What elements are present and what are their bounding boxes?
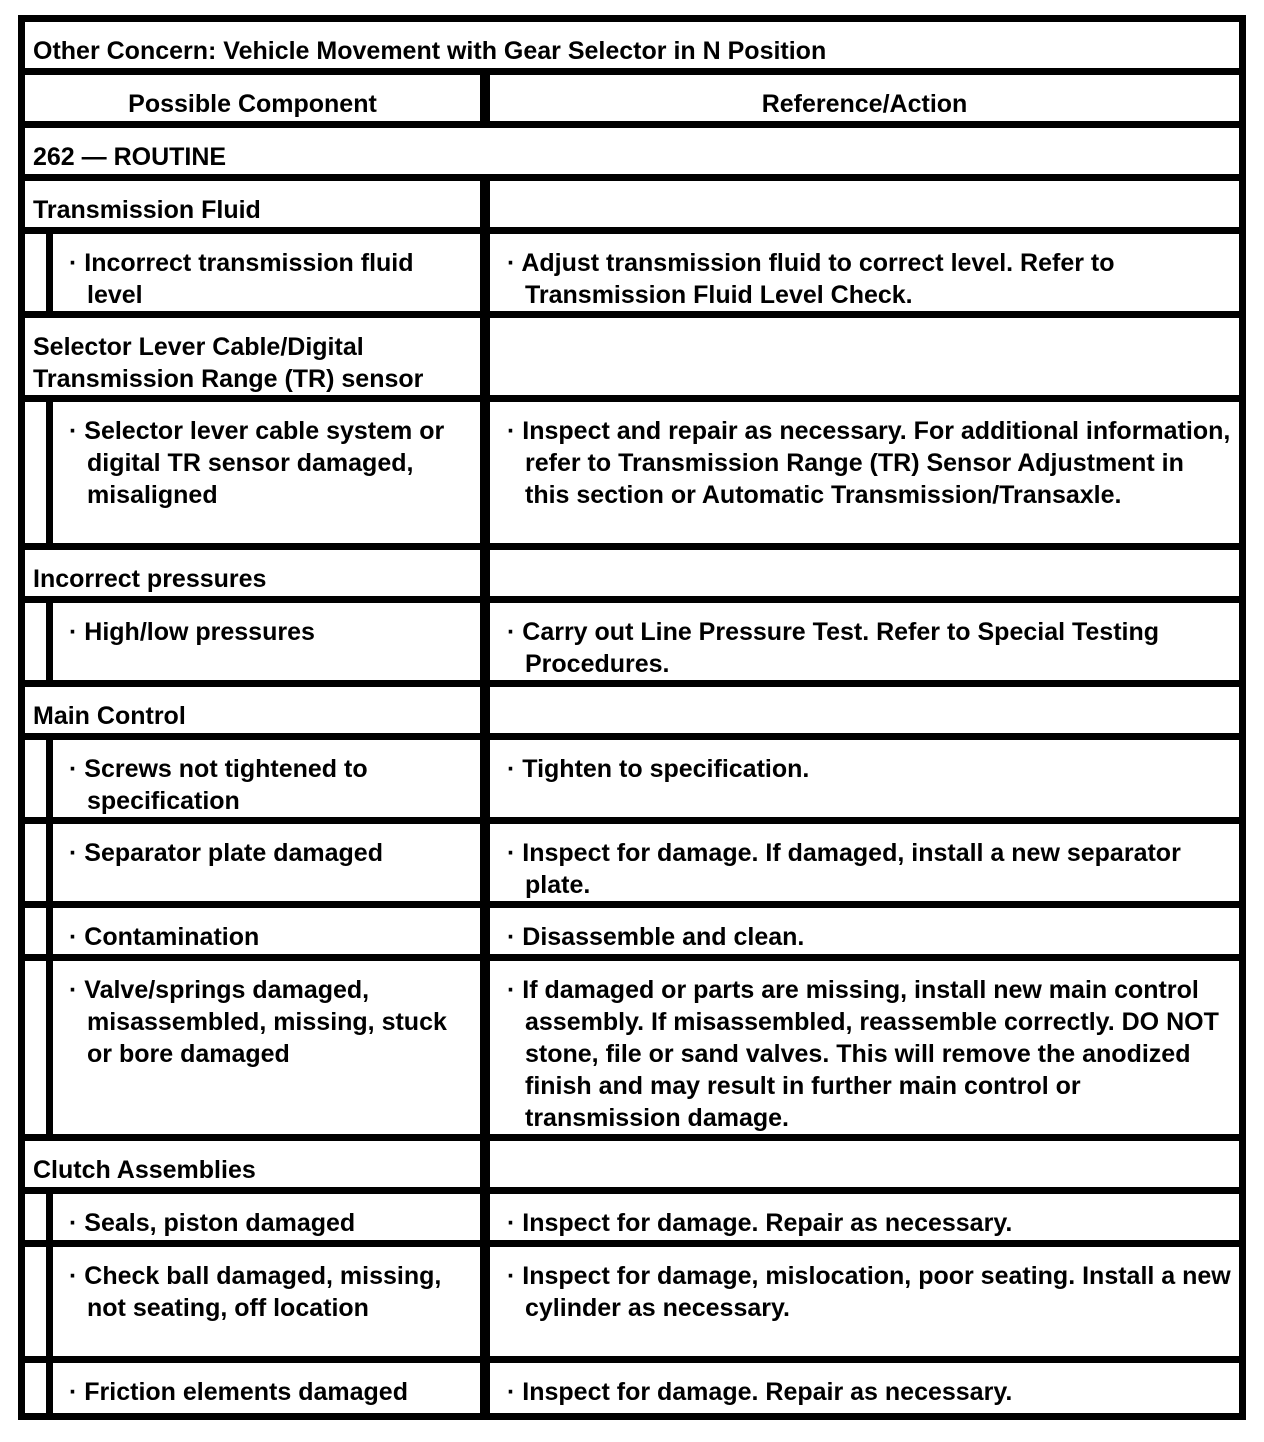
indent-stub	[25, 603, 46, 680]
action-text: · Inspect for damage, mislocation, poor seating. Install a new cylinder as necessary.	[507, 1262, 1231, 1322]
indent-stub	[25, 234, 46, 311]
component-text: · Check ball damaged, missing, not seating, off location	[69, 1262, 442, 1322]
group-heading-blank	[490, 318, 1239, 395]
action-cell	[490, 234, 1239, 311]
action-text: · Adjust transmission fluid to correct level. Refer to Transmission Fluid Level Check.	[507, 249, 1115, 309]
indent-stub	[25, 1363, 46, 1413]
group-heading-blank	[490, 550, 1239, 596]
action-cell	[490, 740, 1239, 817]
component-text: · Selector lever cable system or digital TR sensor damaged, misaligned	[69, 417, 445, 509]
component-cell	[53, 402, 480, 543]
group-heading: Transmission Fluid	[25, 181, 480, 227]
indent-stub	[25, 1247, 46, 1356]
indent-stub	[25, 402, 46, 543]
component-cell	[53, 1194, 480, 1240]
component-cell	[53, 961, 480, 1134]
action-text: · Inspect for damage. If damaged, install a new separator plate.	[507, 839, 1181, 899]
routine-label: 262 — ROUTINE	[25, 128, 1239, 174]
action-text: · Disassemble and clean.	[507, 923, 805, 951]
action-text: · Inspect and repair as necessary. For additional information, refer to Transmission Range (TR) Sensor Adjustment in this section or Automatic Transmission/Transaxle.	[507, 417, 1231, 509]
indent-stub	[25, 1194, 46, 1240]
action-cell	[490, 1363, 1239, 1413]
component-text: · Valve/springs damaged, misassembled, missing, stuck or bore damaged	[69, 976, 447, 1068]
component-text: · Friction elements damaged	[69, 1378, 408, 1406]
action-cell	[490, 603, 1239, 680]
group-heading-blank	[490, 687, 1239, 733]
component-text: · Separator plate damaged	[69, 839, 383, 867]
group-heading: Selector Lever Cable/Digital Transmission Range (TR) sensor	[25, 318, 480, 395]
action-cell	[490, 961, 1239, 1134]
group-heading-blank	[490, 1141, 1239, 1187]
indent-stub	[25, 740, 46, 817]
header-reference-action: Reference/Action	[490, 75, 1239, 121]
indent-stub	[25, 961, 46, 1134]
component-cell	[53, 1363, 480, 1413]
group-heading: Main Control	[25, 687, 480, 733]
action-cell	[490, 1247, 1239, 1356]
action-text: · Tighten to specification.	[507, 755, 810, 783]
indent-stub	[25, 824, 46, 901]
component-cell	[53, 824, 480, 901]
action-text: · Inspect for damage. Repair as necessary.	[507, 1378, 1013, 1406]
component-text: · Seals, piston damaged	[69, 1209, 356, 1237]
action-text: · Carry out Line Pressure Test. Refer to Special Testing Procedures.	[507, 618, 1160, 678]
component-cell	[53, 1247, 480, 1356]
component-cell	[53, 740, 480, 817]
component-text: · Screws not tightened to specification	[69, 755, 368, 815]
component-text: · Contamination	[69, 923, 260, 951]
component-text: · High/low pressures	[69, 618, 315, 646]
group-heading: Clutch Assemblies	[25, 1141, 480, 1187]
action-cell	[490, 824, 1239, 901]
diagnostic-table	[18, 15, 1246, 1420]
indent-stub	[25, 908, 46, 954]
group-heading-blank	[490, 181, 1239, 227]
action-cell	[490, 402, 1239, 543]
action-text: · Inspect for damage. Repair as necessary.	[507, 1209, 1013, 1237]
action-text: · If damaged or parts are missing, install new main control assembly. If misassembled, reassemble correctly. DO NOT stone, file or sand valves. This will remove the anodized finish and may result in further main control or transmission damage.	[507, 976, 1219, 1132]
header-possible-component: Possible Component	[25, 75, 480, 121]
component-cell	[53, 603, 480, 680]
action-cell	[490, 908, 1239, 954]
table-title: Other Concern: Vehicle Movement with Gear Selector in N Position	[25, 22, 1239, 68]
component-text: · Incorrect transmission fluid level	[69, 249, 414, 309]
action-cell	[490, 1194, 1239, 1240]
group-heading: Incorrect pressures	[25, 550, 480, 596]
component-cell	[53, 234, 480, 311]
component-cell	[53, 908, 480, 954]
